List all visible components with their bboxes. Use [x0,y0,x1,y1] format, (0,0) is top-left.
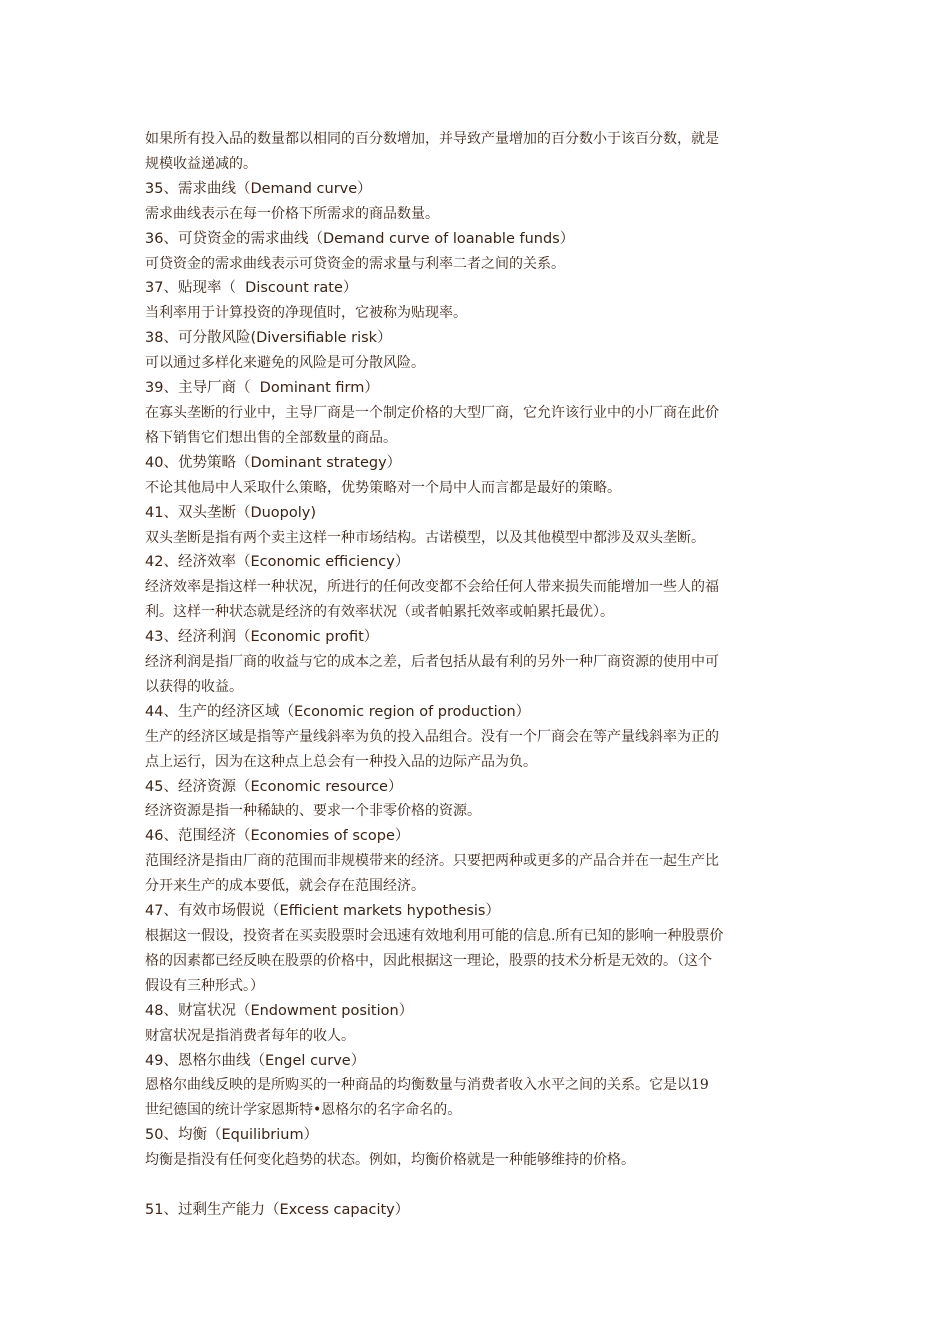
definition-line: 在寡头垄断的行业中，主导厂商是一个制定价格的大型厂商，它允许该行业中的小厂商在此价 [145,404,719,421]
term-heading: 50、均衡（Equilibrium） [145,1127,319,1144]
definition-line: 生产的经济区域是指等产量线斜率为负的投入品组合。没有一个厂商会在等产量线斜率为正的 [145,728,719,745]
term-heading: 38、可分散风险(Diversifiable risk） [145,330,392,347]
definition-line: 经济资源是指一种稀缺的、要求一个非零价格的资源。 [145,803,481,820]
term-heading: 45、经济资源（Economic resource） [145,778,403,795]
term-heading: 42、经济效率（Economic efficiency） [145,554,410,571]
definition-line: 可贷资金的需求曲线表示可贷资金的需求量与利率二者之间的关系。 [145,255,565,272]
definition-line: 经济效率是指这样一种状况，所进行的任何改变都不会给任何人带来损失而能增加一些人的福 [145,579,719,596]
term-heading: 37、贴现率（ Discount rate） [145,280,358,297]
definition-line: 根据这一假设，投资者在买卖股票时会迅速有效地利用可能的信息.所有已知的影响一种股票价 [145,928,724,944]
definition-line: 财富状况是指消费者每年的收人。 [145,1027,355,1044]
term-heading: 39、主导厂商（ Dominant firm） [145,380,379,397]
definition-line: 不论其他局中人采取什么策略，优势策略对一个局中人而言都是最好的策略。 [145,479,621,496]
definition-line: 世纪德国的统计学家恩斯特•恩格尔的名字命名的。 [145,1102,462,1119]
term-heading: 40、优势策略（Dominant strategy） [145,454,402,471]
term-heading: 41、双头垄断（Duopoly) [145,504,317,521]
term-heading: 46、范围经济（Economies of scope） [145,828,410,845]
term-heading: 49、恩格尔曲线（Engel curve） [145,1052,366,1069]
definition-line: 经济利润是指厂商的收益与它的成本之差，后者包括从最有利的另外一种厂商资源的使用中可 [145,654,719,671]
term-heading: 51、过剩生产能力（Excess capacity） [145,1201,410,1218]
definition-line: 均衡是指没有任何变化趋势的状态。例如，均衡价格就是一种能够维持的价格。 [145,1152,635,1169]
blank-line [145,1173,810,1198]
definition-line: 范围经济是指由厂商的范围而非规模带来的经济。只要把两种或更多的产品合并在一起生产比 [145,853,719,870]
definition-line: 双头垄断是指有两个卖主这样一种市场结构。古诺模型，以及其他模型中都涉及双头垄断。 [145,529,705,546]
definition-line: 可以通过多样化来避免的风险是可分散风险。 [145,355,425,372]
definition-line: 以获得的收益。 [145,678,243,695]
term-heading: 47、有效市场假说（Efficient markets hypothesis） [145,903,500,920]
term-heading: 36、可贷资金的需求曲线（Demand curve of loanable funds） [145,230,575,247]
definition-line: 利。这样一种状态就是经济的有效率状况（或者帕累托效率或帕累托最优）。 [145,604,614,621]
term-heading: 44、生产的经济区域（Economic region of production） [145,703,531,720]
definition-line: 分开来生产的成本要低，就会存在范围经济。 [145,878,425,895]
definition-line: 点上运行，因为在这种点上总会有一种投入品的边际产品为负。 [145,753,537,770]
term-heading: 43、经济利润（Economic profit） [145,629,379,646]
definition-line: 假设有三种形式。） [145,977,264,994]
term-heading: 48、财富状况（Endowment position） [145,1002,414,1019]
document-page [145,127,810,1223]
definition-line: 规模收益递减的。 [145,155,257,172]
definition-line: 需求曲线表示在每一价格下所需求的商品数量。 [145,205,439,222]
definition-line: 当利率用于计算投资的净现值时，它被称为贴现率。 [145,305,467,322]
definition-line: 格下销售它们想出售的全部数量的商品。 [145,429,397,446]
term-heading: 35、需求曲线（Demand curve） [145,180,372,197]
definition-line: 恩格尔曲线反映的是所购买的一种商品的均衡数量与消费者收入水平之间的关系。它是以19 [145,1077,709,1094]
definition-line: 如果所有投入品的数量都以相同的百分数增加，并导致产量增加的百分数小于该百分数，就是 [145,131,719,147]
definition-line: 格的因素都已经反映在股票的价格中，因此根据这一理论，股票的技术分析是无效的。（这个 [145,952,712,969]
